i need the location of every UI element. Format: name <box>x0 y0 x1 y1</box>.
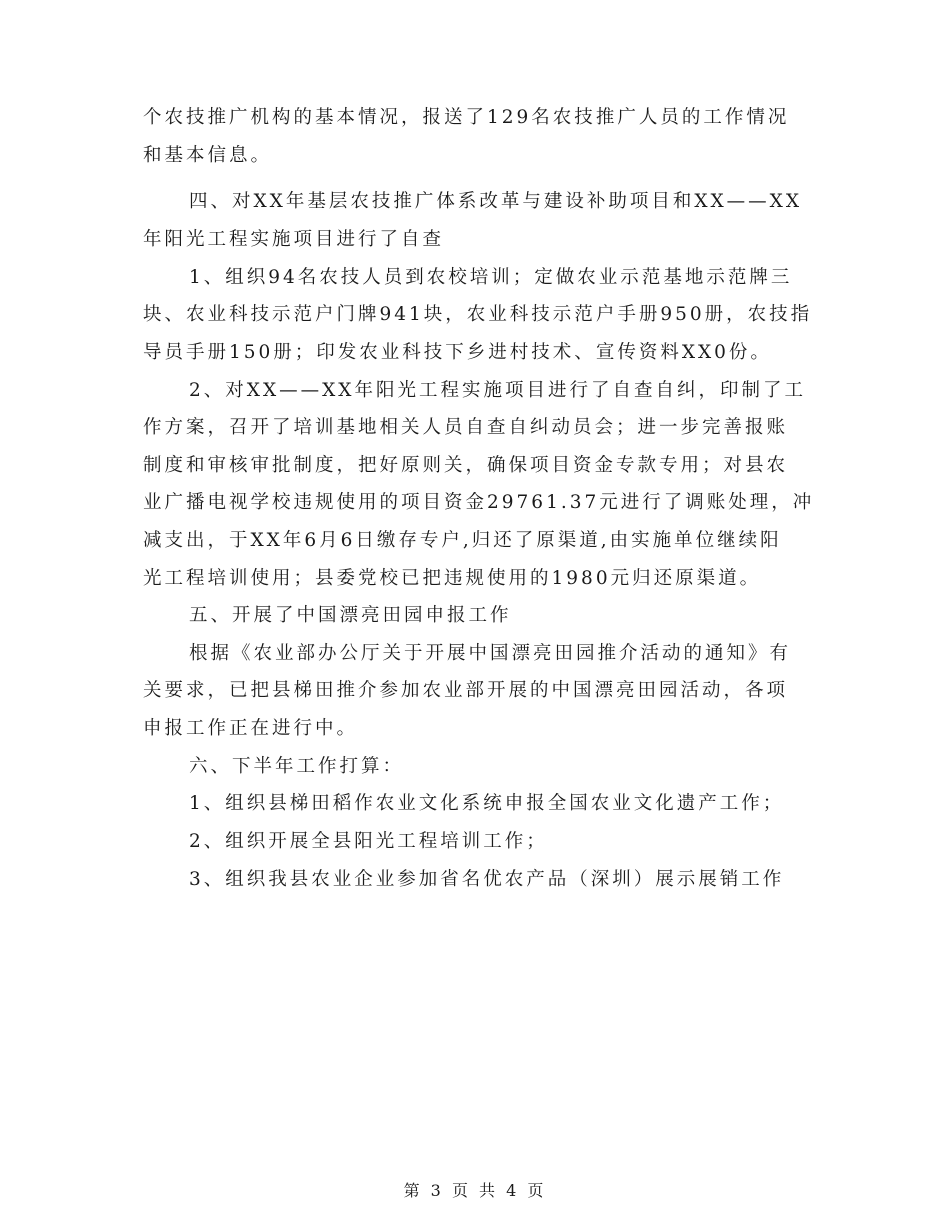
text-line: 2、组织开展全县阳光工程培训工作； <box>189 831 548 852</box>
text-line: 和基本信息。 <box>143 145 273 166</box>
text-line: 个农技推广机构的基本情况，报送了129名农技推广人员的工作情况 <box>143 107 790 128</box>
text-line: 1、组织94名农技人员到农校培训；定做农业示范基地示范牌三 <box>189 267 793 288</box>
text-line: 关要求，已把县梯田推介参加农业部开展的中国漂亮田园活动，各项 <box>143 680 789 701</box>
text-line: 块、农业科技示范户门牌941块，农业科技示范户手册950册，农技指 <box>143 304 813 325</box>
text-line: 2、对XX——XX年阳光工程实施项目进行了自查自纠，印制了工 <box>189 380 806 401</box>
text-line: 作方案，召开了培训基地相关人员自查自纠动员会；进一步完善报账 <box>143 417 789 438</box>
text-line: 年阳光工程实施项目进行了自查 <box>143 229 445 250</box>
text-line: 1、组织县梯田稻作农业文化系统申报全国农业文化遗产工作； <box>189 793 785 814</box>
text-line: 根据《农业部办公厅关于开展中国漂亮田园推介活动的通知》有 <box>189 643 792 664</box>
text-line: 光工程培训使用；县委党校已把违规使用的1980元归还原渠道。 <box>143 568 762 589</box>
text-line: 业广播电视学校违规使用的项目资金29761.37元进行了调账处理，冲 <box>143 492 815 513</box>
section-heading: 四、对XX年基层农技推广体系改革与建设补助项目和XX——XX <box>189 191 803 212</box>
text-line: 制度和审核审批制度，把好原则关，确保项目资金专款专用；对县农 <box>143 455 789 476</box>
page-number: 第 3 页 共 4 页 <box>403 1181 547 1200</box>
text-line: 减支出，于XX年6月6日缴存专户,归还了原渠道,由实施单位继续阳 <box>143 530 782 551</box>
text-line: 3、组织我县农业企业参加省名优农产品（深圳）展示展销工作 <box>189 869 785 890</box>
section-heading: 五、开展了中国漂亮田园申报工作 <box>189 605 512 626</box>
text-line: 导员手册150册；印发农业科技下乡进村技术、宣传资料XX0份。 <box>143 342 772 363</box>
text-line: 申报工作正在进行中。 <box>143 718 359 739</box>
section-heading: 六、下半年工作打算： <box>189 756 405 777</box>
